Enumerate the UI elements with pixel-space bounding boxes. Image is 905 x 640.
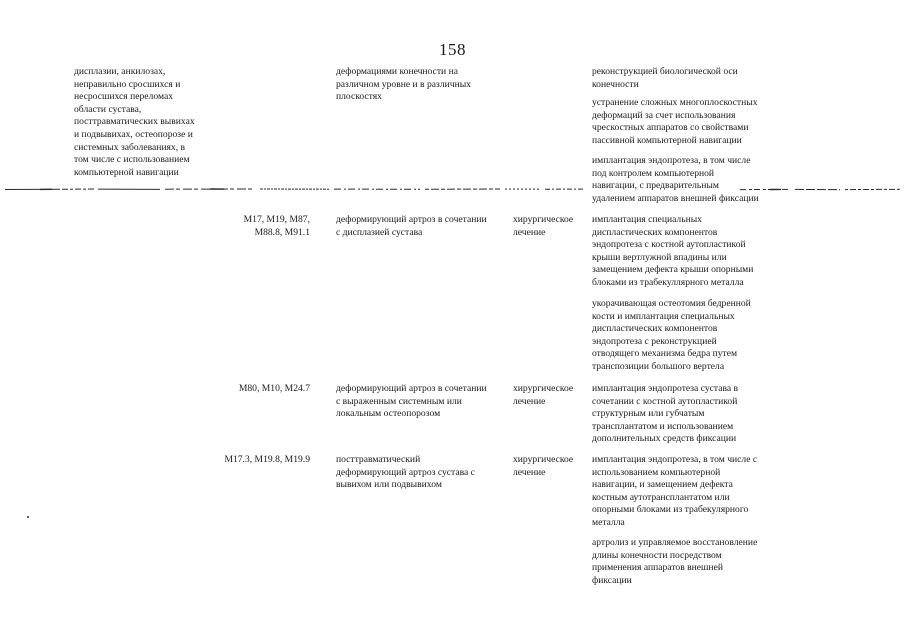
horizontal-rule xyxy=(0,186,905,192)
page-number: 158 xyxy=(439,40,466,59)
row-3-codes: M17.3, M19.8, M19.9 xyxy=(224,454,310,465)
row-3-method-2: артролиз и управляемое восстановление длины конечности посредством применения аппаратов внешней фиксации xyxy=(592,537,758,586)
row-1-method-1: имплантация специальных диспластических компонентов эндопротеза с костной аутопластикой крыши вертлужной впадины или замещением дефекта крыши опорными блоками из трабекуллярного металла xyxy=(592,214,754,288)
row-1-treatment-type: хирургическое лечение xyxy=(513,214,574,238)
row-2-treatment-type: хирургическое лечение xyxy=(513,383,574,407)
row-1-codes: M17, M19, M87, M88.8, M91.1 xyxy=(243,214,310,238)
row-3-diagnosis: посттравматический деформирующий артроз сустава с вывихом или подвывихом xyxy=(336,454,475,491)
top-col3-text: деформациями конечности на различном уровне и в различных плоскостях xyxy=(336,66,471,103)
top-col5-method-2: устранение сложных многоплоскостных деформаций за счет использования чрескостных аппаратов со свойствами пассивной компьютерной навигации xyxy=(592,97,758,146)
scan-speck xyxy=(27,516,29,518)
row-1-diagnosis: деформирующий артроз в сочетании с дисплазией сустава xyxy=(336,214,487,238)
row-2-method-1: имплантация эндопротеза сустава в сочетании с костной аутопластикой структурным или губчатым трансплантатом и использованием дополнительных средств фиксации xyxy=(592,383,739,445)
top-col5-method-3: имплантация эндопротеза, в том числе под контролем компьютерной навигации, с предварительным удалением аппаратов внешней фиксации xyxy=(592,155,759,204)
row-2-codes: M80, M10, M24.7 xyxy=(238,383,310,394)
row-1-method-2: укорачивающая остеотомия бедренной кости и имплантация специальных диспластических компонентов эндопротеза с реконструкцией отводящего механизма бедра путем транспозиции большого вертела xyxy=(592,298,751,372)
top-col1-text: дисплазии, анкилозах, неправильно сросшихся и несросшихся переломах области сустава, посттравматических вывихах и подвывихах, остеопорозе и системных заболеваниях, в том числе с использованием компьютерной навигации xyxy=(74,66,195,178)
row-2-diagnosis: деформирующий артроз в сочетании с выраженным системным или локальным остеопорозом xyxy=(336,383,487,420)
top-col5-method-1: реконструкцией биологической оси конечности xyxy=(592,66,738,90)
row-3-treatment-type: хирургическое лечение xyxy=(513,454,574,478)
row-3-method-1: имплантация эндопротеза, в том числе с использованием компьютерной навигации, и замещением дефекта костным аутотрансплантатом или опорными блоками из трабекулярного металла xyxy=(592,454,758,528)
